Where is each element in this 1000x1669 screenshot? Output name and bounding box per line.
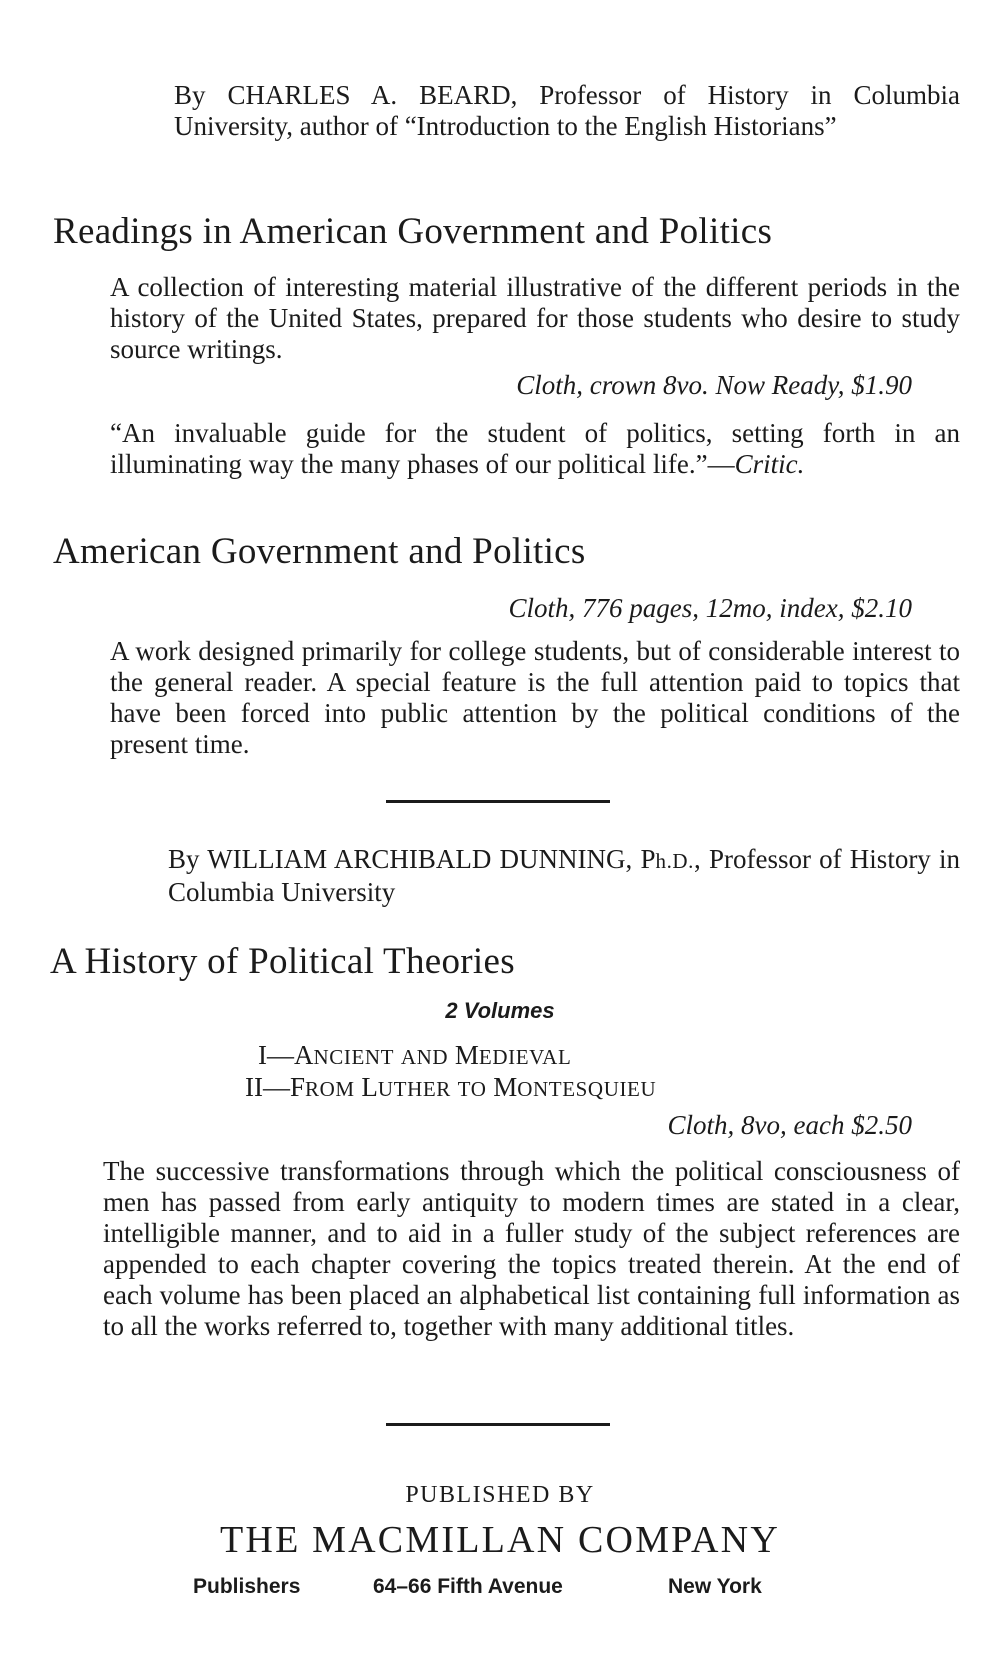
book-title-american-government: American Government and Politics	[53, 531, 586, 572]
beard-author-byline: By CHARLES A. BEARD, Professor of History in Columbia University, author of “Introduction to the English Historians”	[174, 80, 960, 141]
book-description-readings: A collection of interesting material illustrative of the different periods in the history of the United States, prepared for those students who desire to study source writings.	[110, 272, 960, 364]
publisher-role: Publishers	[193, 1575, 301, 1598]
review-quote-text: “An invaluable guide for the student of politics, setting forth in an illuminating way the many phases of our political life.”—	[110, 418, 960, 479]
volume-title-word: TO	[457, 1077, 487, 1101]
book-title-readings: Readings in American Government and Politics	[53, 211, 773, 252]
published-by-label: PUBLISHED BY	[405, 1482, 595, 1508]
publisher-address: 64–66 Fifth Avenue	[373, 1575, 563, 1598]
book-spec-political-theories: Cloth, 8vo, each $2.50	[667, 1110, 912, 1140]
review-quote-source: Critic.	[734, 449, 805, 479]
book-spec-american-government: Cloth, 776 pages, 12mo, index, $2.10	[508, 593, 912, 623]
dunning-author-byline	[168, 844, 960, 908]
section-divider	[386, 800, 610, 803]
review-quote-readings	[110, 418, 960, 480]
degree-rest: h.D.	[655, 849, 695, 873]
byline-suffix: , Professor of History in Columbia University	[168, 844, 960, 907]
volume-two-title	[245, 1071, 656, 1105]
byline-prefix: By WILLIAM ARCHIBALD DUNNING,	[168, 844, 641, 874]
volume-numeral: I—	[258, 1040, 294, 1070]
publisher-city: New York	[668, 1575, 762, 1598]
volume-title-word: ANCIENT	[294, 1040, 395, 1070]
volume-title-word: LUTHER	[361, 1072, 451, 1102]
book-description-political-theories: The successive transformations through which the political consciousness of men has passed from early antiquity to modern times are stated in a clear, intelligible manner, and to aid in a fuller study of the subject references are appended to each chapter covering the topics treated therein. At the end of each volume has been placed an alphabetical list containing full information as to all the works referred to, together with many additional titles.	[103, 1156, 960, 1341]
volume-title-word: FROM	[289, 1072, 355, 1102]
degree-initial: P	[640, 844, 656, 874]
volumes-heading: 2 Volumes	[445, 998, 555, 1023]
volume-title-word: MEDIEVAL	[454, 1040, 572, 1070]
section-divider	[386, 1423, 610, 1426]
volume-title-word: AND	[400, 1045, 449, 1069]
volume-numeral: II—	[245, 1072, 290, 1102]
book-spec-readings: Cloth, crown 8vo. Now Ready, $1.90	[516, 370, 912, 400]
volume-title-word: MONTESQUIEU	[493, 1072, 657, 1102]
book-title-political-theories: A History of Political Theories	[50, 941, 515, 982]
publisher-name: THE MACMILLAN COMPANY	[220, 1519, 780, 1561]
book-description-american-government: A work designed primarily for college students, but of considerable interest to the general reader. A special feature is the full attention paid to topics that have been forced into public attention by the political conditions of the present time.	[110, 636, 960, 759]
volume-one-title	[258, 1039, 571, 1073]
